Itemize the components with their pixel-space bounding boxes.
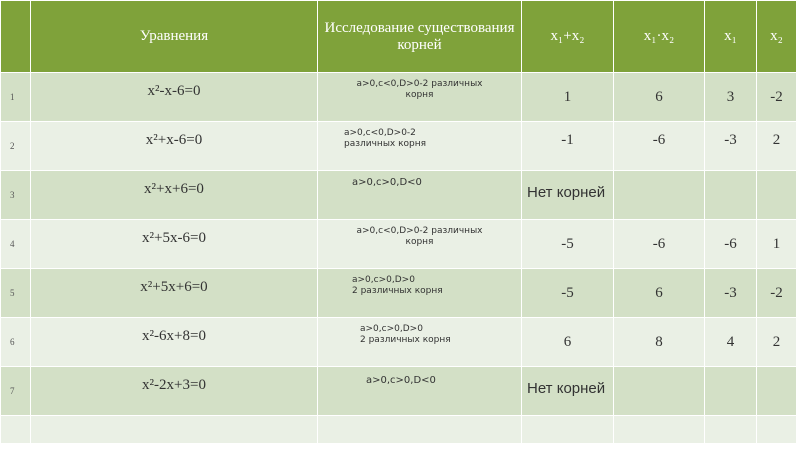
header-row xyxy=(1,1,797,73)
existence-cell xyxy=(318,269,522,318)
product-cell: -6 xyxy=(614,220,705,269)
table-row xyxy=(1,73,797,122)
product-cell: -6 xyxy=(614,122,705,171)
x2-cell: 2 xyxy=(757,318,797,367)
x2-cell: -2 xyxy=(757,73,797,122)
header-sum: x₁+x₂ xyxy=(522,1,614,73)
existence-cell xyxy=(318,220,522,269)
table-row xyxy=(1,318,797,367)
table-row xyxy=(1,367,797,416)
product-cell: 6 xyxy=(614,73,705,122)
table-row xyxy=(1,171,797,220)
header-equations: Уравнения xyxy=(31,1,318,73)
x1-cell: 3 xyxy=(705,73,757,122)
empty-row xyxy=(1,416,797,444)
x1-cell: -6 xyxy=(705,220,757,269)
x2-cell: -2 xyxy=(757,269,797,318)
x2-cell: 2 xyxy=(757,122,797,171)
table-row xyxy=(1,269,797,318)
equation-cell: x²+5x+6=0 xyxy=(31,269,318,318)
product-cell: 8 xyxy=(614,318,705,367)
x1-cell xyxy=(705,367,757,416)
row-number: 1 xyxy=(1,73,31,122)
row-number: 2 xyxy=(1,122,31,171)
equation-cell: x²-x-6=0 xyxy=(31,73,318,122)
equation-cell: x²-2x+3=0 xyxy=(31,367,318,416)
row-number: 4 xyxy=(1,220,31,269)
existence-text: a>0,c>0,D<0 xyxy=(366,375,436,386)
x2-cell: 1 xyxy=(757,220,797,269)
x1-cell: -3 xyxy=(705,269,757,318)
existence-cell xyxy=(318,367,522,416)
x1-cell xyxy=(705,171,757,220)
sum-cell: 1 xyxy=(522,73,614,122)
row-number: 3 xyxy=(1,171,31,220)
sum-cell: -5 xyxy=(522,269,614,318)
header-x1: x₁ xyxy=(705,1,757,73)
header-roots-existence: Исследование существования корней xyxy=(318,1,522,73)
existence-cell xyxy=(318,122,522,171)
product-cell: 6 xyxy=(614,269,705,318)
existence-cell xyxy=(318,318,522,367)
header-x2: x₂ xyxy=(757,1,797,73)
existence-text: a>0,c>0,D<0 xyxy=(352,177,422,188)
equation-cell: x²+5x-6=0 xyxy=(31,220,318,269)
existence-text: a>0,c<0,D>0-2 различных корня xyxy=(356,79,483,100)
no-roots-label: Нет корней xyxy=(527,380,606,397)
product-cell xyxy=(614,171,705,220)
x2-cell xyxy=(757,171,797,220)
existence-cell xyxy=(318,73,522,122)
equation-cell: x²+x-6=0 xyxy=(31,122,318,171)
sum-cell: 6 xyxy=(522,318,614,367)
product-cell xyxy=(614,367,705,416)
equation-cell: x²+x+6=0 xyxy=(31,171,318,220)
existence-cell xyxy=(318,171,522,220)
sum-cell: -5 xyxy=(522,220,614,269)
existence-text: a>0,c<0,D>0-2 различных корня xyxy=(356,226,483,247)
header-product: x₁·x₂ xyxy=(614,1,705,73)
x2-cell xyxy=(757,367,797,416)
header-num xyxy=(1,1,31,73)
x1-cell: -3 xyxy=(705,122,757,171)
existence-text: a>0,c>0,D>0 2 различных корня xyxy=(352,275,443,296)
existence-text: a>0,c>0,D>0 2 различных корня xyxy=(360,324,451,345)
table-row xyxy=(1,122,797,171)
row-number: 6 xyxy=(1,318,31,367)
table-row xyxy=(1,220,797,269)
no-roots-label: Нет корней xyxy=(527,184,606,201)
equation-cell: x²-6x+8=0 xyxy=(31,318,318,367)
row-number: 7 xyxy=(1,367,31,416)
row-number: 5 xyxy=(1,269,31,318)
sum-cell: -1 xyxy=(522,122,614,171)
x1-cell: 4 xyxy=(705,318,757,367)
existence-text: a>0,c<0,D>0-2 различных корня xyxy=(344,128,427,149)
